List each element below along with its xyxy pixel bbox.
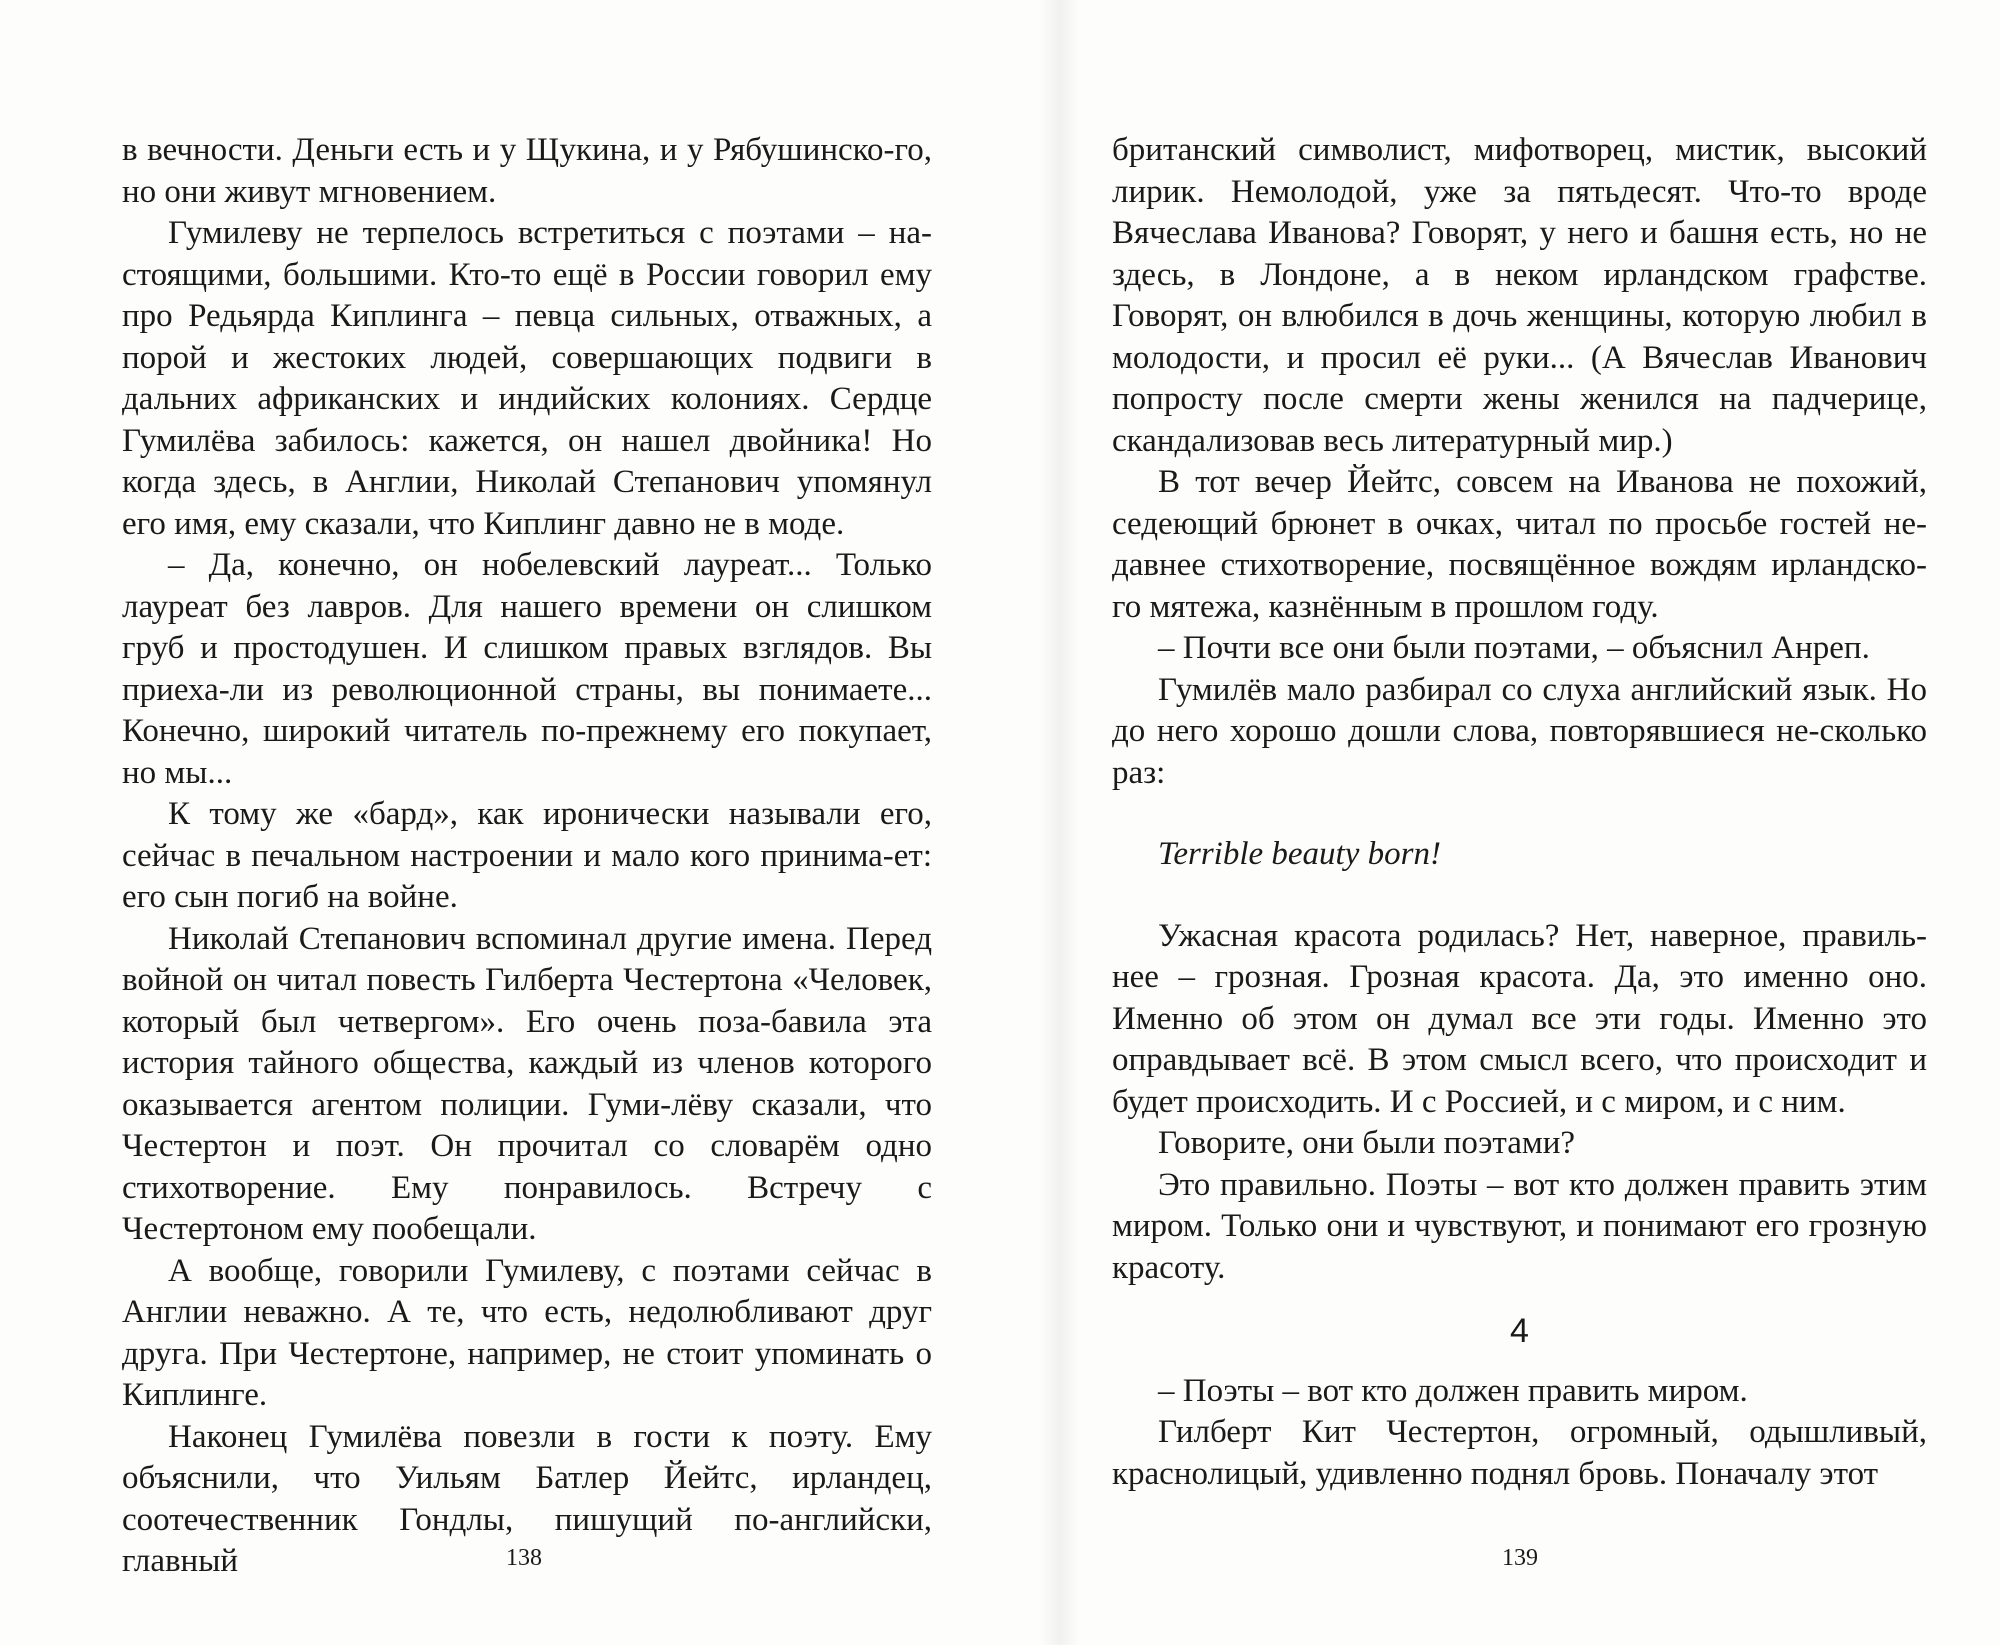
- paragraph: Это правильно. Поэты – вот кто должен править этим миром. Только они и чувствуют, и понимают его грозную красоту.: [1112, 1166, 1927, 1286]
- left-page: [122, 130, 932, 1583]
- right-page: [1112, 130, 1927, 1495]
- paragraph: Николай Степанович вспоминал другие имена. Перед войной он читал повесть Гилберта Честертона «Человек, который был четвергом». Его очень поза-бавила эта история тайного общества, каждый из членов которого оказывается агентом полиции. Гуми-лёву сказали, что Честертон и поэт. Он прочитал со словарём одно стихотворение. Ему понравилось. Встречу с Честертоном ему пообещали.: [122, 920, 932, 1247]
- poem-quote: Terrible beauty born!: [1158, 836, 1441, 872]
- paragraph: Гумилеву не терпелось встретиться с поэтами – на-стоящими, большими. Кто-то ещё в России говорил ему про Редьярда Киплинга – певца сильных, отважных, а порой и жестоких людей, совершающих подвиги в дальних африканских и индийских колониях. Сердце Гумилёва забилось: кажется, он нашел двойника! Но когда здесь, в Англии, Николай Степанович упомянул его имя, ему сказали, что Киплинг давно не в моде.: [122, 215, 932, 542]
- page-number-left: 138: [506, 1545, 542, 1571]
- page-number-right: 139: [1502, 1545, 1538, 1571]
- paragraph: – Поэты – вот кто должен править миром.: [1158, 1372, 1748, 1409]
- paragraph: Ужасная красота родилась? Нет, наверное, правиль-нее – грозная. Грозная красота. Да, это именно оно. Именно об этом он думал все эти годы. Именно это оправдывает всё. В этом смысл всего, что происходит и будет происходить. И с Россией, и с миром, и с ним.: [1112, 917, 1927, 1120]
- paragraph: – Почти все они были поэтами, – объяснил Анреп.: [1158, 630, 1870, 666]
- paragraph: Гилберт Кит Честертон, огромный, одышливый, краснолицый, удивленно поднял бровь. Поначалу этот: [1112, 1414, 1927, 1492]
- paragraph: Гумилёв мало разбирал со слуха английский язык. Но до него хорошо дошли слова, повторявшиеся не-сколько раз:: [1112, 671, 1927, 791]
- book-gutter: [1040, 0, 1080, 1645]
- paragraph: Наконец Гумилёва повезли в гости к поэту. Ему объяснили, что Уильям Батлер Йейтс, ирландец, соотечественник Гондлы, пишущий по-английски, главный: [122, 1418, 932, 1579]
- paragraph: – Да, конечно, он нобелевский лауреат... Только лауреат без лавров. Для нашего времени он слишком груб и простодушен. И слишком правых взглядов. Вы приеха-ли из революционной страны, вы понимаете... Конечно, широкий читатель по-прежнему его покупает, но мы...: [122, 547, 932, 791]
- paragraph: К тому же «бард», как иронически называли его, сейчас в печальном настроении и мало кого принима-ет: его сын погиб на войне.: [122, 796, 932, 915]
- paragraph: Говорите, они были поэтами?: [1158, 1125, 1576, 1161]
- paragraph: британский символист, мифотворец, мистик, высокий лирик. Немолодой, уже за пятьдесят. Что-то вроде Вячеслава Иванова? Говорят, у него и башня есть, но не здесь, в Лондоне, а в неком ирландском графстве. Говорят, он влюбился в дочь женщины, которую любил в молодости, и просил её руки... (А Вячеслав Иванович попросту после смерти жены женился на падчерице, скандализовав весь литературный мир.): [1112, 132, 1927, 459]
- paragraph: в вечности. Деньги есть и у Щукина, и у Рябушинско-го, но они живут мгновением.: [122, 132, 932, 210]
- paragraph: В тот вечер Йейтс, совсем на Иванова не похожий, седеющий брюнет в очках, читал по просьбе гостей не-давнее стихотворение, посвящённое вождям ирландско-го мятежа, казнённым в прошлом году.: [1112, 464, 1927, 625]
- paragraph: А вообще, говорили Гумилеву, с поэтами сейчас в Англии неважно. А те, что есть, недолюбливают друг друга. При Честертоне, например, не стоит упоминать о Киплинге.: [122, 1252, 932, 1413]
- chapter-number: 4: [1510, 1312, 1529, 1350]
